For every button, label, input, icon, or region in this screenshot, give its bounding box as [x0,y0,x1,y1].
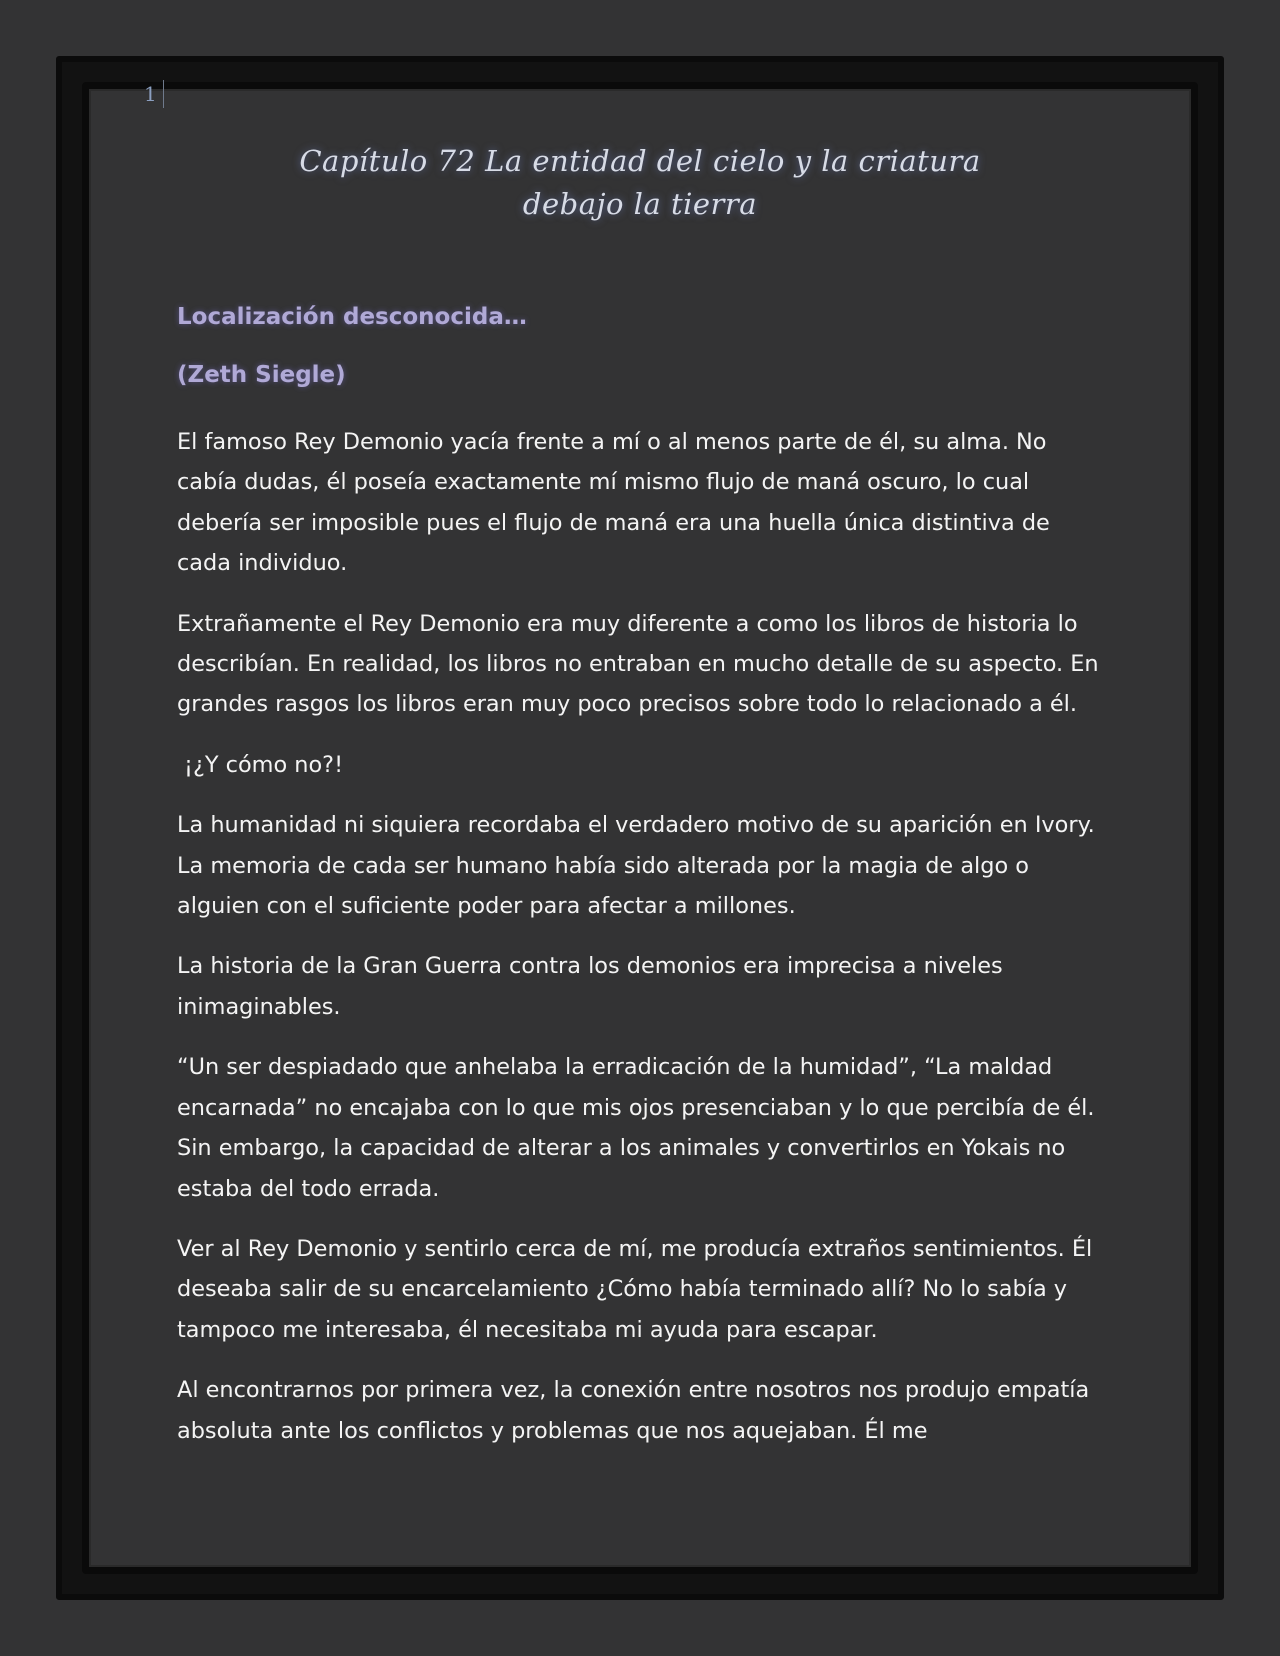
paragraph: La humanidad ni siquiera recordaba el verdadero motivo de su aparición en Ivory. La memoria de cada ser humano había sido alterada por la magia de algo o alguien con el suficiente poder para afectar a millones. [177,812,1095,920]
paragraph: “Un ser despiadado que anhelaba la erradicación de la humidad”, “La maldad encarnada” no encajaba con lo que mis ojos presenciaban y lo que percibía de él. Sin embargo, la capacidad de alterar a los animales y convertirlos en Yokais no estaba del todo errada. [177,1054,1095,1202]
paragraph: Extrañamente el Rey Demonio era muy diferente a como los libros de historia lo describían. En realidad, los libros no entraban en mucho detalle de su aspecto. En grandes rasgos los libros eran muy poco precisos sobre todo lo relacionado a él. [177,610,1099,718]
chapter-title [200,140,1080,226]
page-number: 1 [144,80,164,108]
character-heading: (Zeth Siegle) [177,362,346,388]
chapter-title-line-1: Capítulo 72 La entidad del cielo y la criatura [299,144,981,178]
chapter-title-line-2: debajo la tierra [522,187,758,221]
paragraph: Al encontrarnos por primera vez, la conexión entre nosotros nos produjo empatía absoluta ante los conflictos y problemas que nos aquejaban. Él me [177,1377,1090,1444]
paragraph: La historia de la Gran Guerra contra los demonios era imprecisa a niveles inimaginables. [177,953,1003,1020]
paragraph: El famoso Rey Demonio yacía frente a mí o al menos parte de él, su alma. No cabía dudas, él poseía exactamente mí mismo flujo de maná oscuro, lo cual debería ser imposible pues el flujo de maná era una huella única distintiva de cada individuo. [177,429,1050,577]
paragraph: Ver al Rey Demonio y sentirlo cerca de mí, me producía extraños sentimientos. Él deseaba salir de su encarcelamiento ¿Cómo había terminado allí? No lo sabía y tampoco me interesaba, él necesitaba mi ayuda para escapar. [177,1235,1093,1343]
document-body [177,300,1107,1471]
paragraph: ¡¿Y cómo no?! [184,751,344,778]
location-heading: Localización desconocida… [177,304,527,330]
